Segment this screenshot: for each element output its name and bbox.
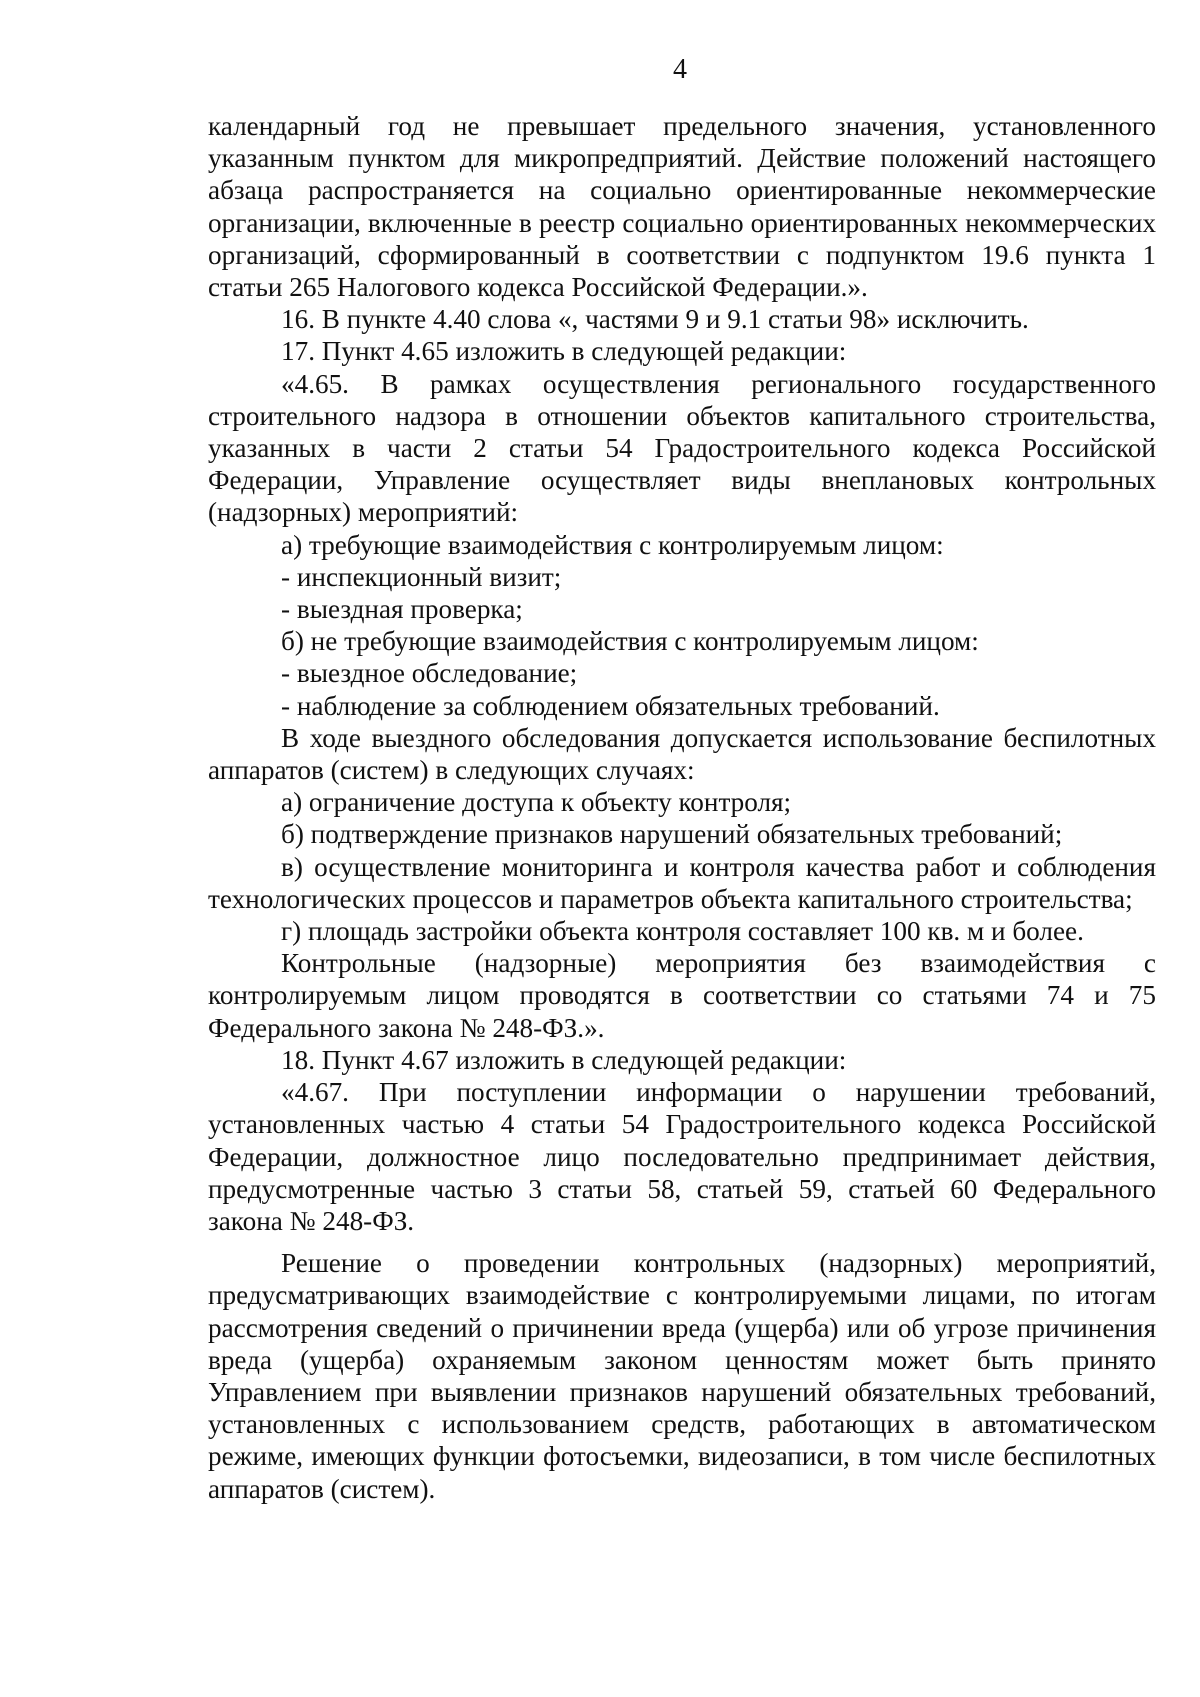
list-item: - выездная проверка;: [281, 594, 523, 625]
list-item: б) подтверждение признаков нарушений обязательных требований;: [281, 819, 1063, 850]
list-item: б) не требующие взаимодействия с контролируемым лицом:: [281, 626, 979, 657]
paragraph: «4.65. В рамках осуществления регионального государственного строительного надзора в отношении объектов капитального строительства, указанных в части 2 статьи 54 Градостроительного кодекса Российской Федерации, Управление осуществляет виды внеплановых контрольных (надзорных) мероприятий:: [208, 368, 1156, 528]
list-item: г) площадь застройки объекта контроля составляет 100 кв. м и более.: [281, 916, 1084, 947]
paragraph: 16. В пункте 4.40 слова «, частями 9 и 9.1 статьи 98» исключить.: [281, 304, 1029, 335]
paragraph: календарный год не превышает предельного значения, установленного указанным пунктом для микропредприятий. Действие положений настоящего абзаца распространяется на социально ориентированные некоммерческие организации, включенные в реестр социально ориентированных некоммерческих организаций, сформированный в соответствии с подпунктом 19.6 пункта 1 статьи 265 Налогового кодекса Российской Федерации.».: [208, 111, 1156, 303]
paragraph: Решение о проведении контрольных (надзорных) мероприятий, предусматривающих взаимодействие с контролируемыми лицами, по итогам рассмотрения сведений о причинении вреда (ущерба) или об угрозе причинения вреда (ущерба) охраняемым законом ценностям может быть принято Управлением при выявлении признаков нарушений обязательных требований, установленных с использованием средств, работающих в автоматическом режиме, имеющих функции фотосъемки, видеозаписи, в том числе беспилотных аппаратов (систем).: [208, 1248, 1156, 1504]
list-item: - выездное обследование;: [281, 658, 578, 689]
list-item: - инспекционный визит;: [281, 561, 562, 592]
paragraph: «4.67. При поступлении информации о нарушении требований, установленных частью 4 статьи 54 Градостроительного кодекса Российской Федерации, должностное лицо последовательно предпринимает действия, предусмотренные частью 3 статьи 58, статьей 59, статьей 60 Федерального закона № 248-ФЗ.: [208, 1077, 1156, 1236]
list-item: в) осуществление мониторинга и контроля качества работ и соблюдения технологических процессов и параметров объекта капитального строительства;: [208, 851, 1156, 914]
document-body: [208, 110, 1156, 1505]
list-item: - наблюдение за соблюдением обязательных требований.: [281, 690, 940, 721]
paragraph: 18. Пункт 4.67 изложить в следующей редакции:: [281, 1044, 847, 1075]
paragraph: Контрольные (надзорные) мероприятия без взаимодействия с контролируемым лицом проводятся в соответствии со статьями 74 и 75 Федерального закона № 248-ФЗ.».: [208, 948, 1156, 1043]
list-item: а) требующие взаимодействия с контролируемым лицом:: [281, 529, 944, 560]
paragraph: В ходе выездного обследования допускается использование беспилотных аппаратов (систем) в следующих случаях:: [208, 722, 1156, 786]
list-item: а) ограничение доступа к объекту контроля;: [281, 787, 792, 818]
paragraph: 17. Пункт 4.65 изложить в следующей редакции:: [281, 336, 847, 367]
page-number: 4: [673, 54, 687, 85]
